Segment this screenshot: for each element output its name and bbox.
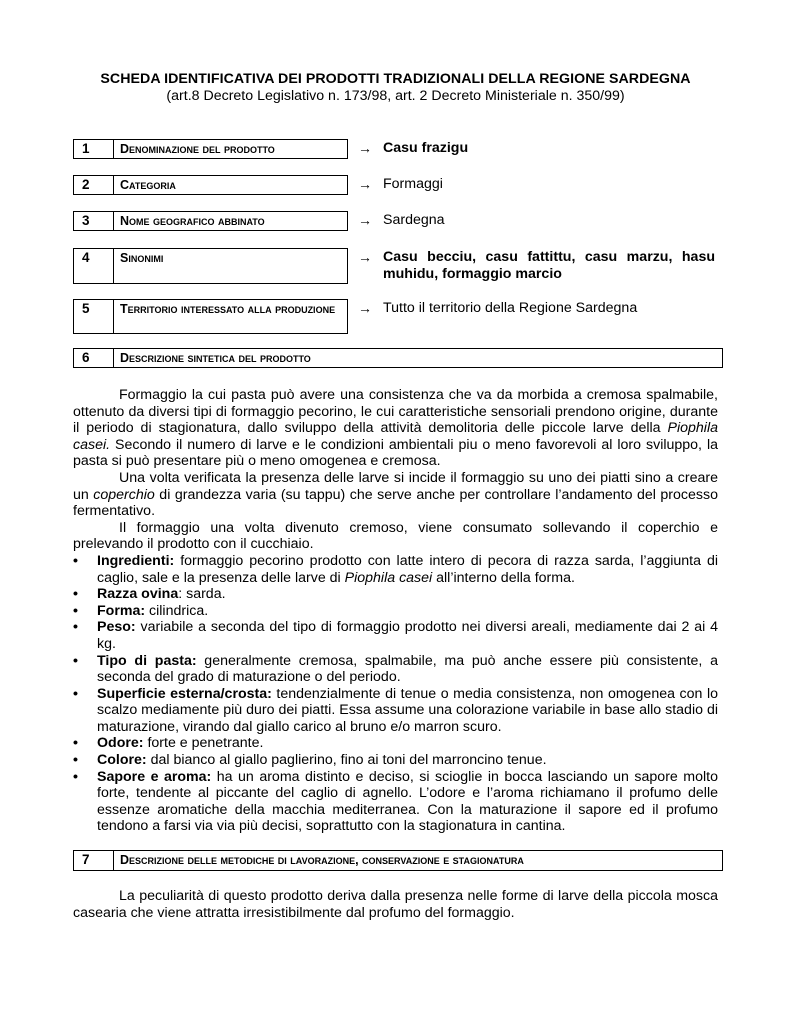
field-value-categoria: Formaggi <box>383 176 443 192</box>
field-label: Denominazione del prodotto <box>120 142 275 156</box>
bullet-icon: • <box>73 685 78 702</box>
field-number: 1 <box>74 140 114 158</box>
bullet-icon: • <box>73 552 78 569</box>
field-value-territorio: Tutto il territorio della Regione Sardegna <box>383 300 638 316</box>
field-value-sinonimi: Casu becciu, casu fattittu, casu marzu, hasu muhidu, formaggio marcio <box>383 249 715 282</box>
document-subtitle: (art.8 Decreto Legislativo n. 173/98, art. 2 Decreto Ministeriale n. 350/99) <box>166 88 625 104</box>
section-label: Descrizione sintetica del prodotto <box>120 351 311 365</box>
paragraph: Una volta verificata la presenza delle larve si incide il formaggio su uno dei piatti sino a creare un coperchio di grandezza varia (su tappu) che serve anche per controllare l’andamento del processo fermentativo. <box>73 469 718 520</box>
field-box-3 <box>73 211 348 231</box>
section-number: 7 <box>74 851 114 870</box>
list-item: • Razza ovina: sarda. <box>73 586 226 603</box>
field-number: 3 <box>74 212 114 230</box>
field-value-nome-geografico: Sardegna <box>383 212 445 228</box>
list-item: • Peso: variabile a seconda del tipo di formaggio prodotto nei diversi areali, mediamente dai 2 ai 4 kg. <box>73 619 718 652</box>
document-title: SCHEDA IDENTIFICATIVA DEI PRODOTTI TRADIZIONALI DELLA REGIONE SARDEGNA <box>100 71 691 87</box>
field-box-1 <box>73 139 348 159</box>
product-characteristics-list <box>73 553 718 835</box>
list-item: • Superficie esterna/crosta: tendenzialmente di tenue o media consistenza, non omogenea con lo scalzo mediamente più duro dei piatti. Essa assume una colorazione variabile in base allo stadio di maturazione, virando dal giallo carico al bruno e/o marron scuro. <box>73 685 718 735</box>
bullet-icon: • <box>73 619 78 636</box>
field-number: 5 <box>74 300 114 333</box>
bullet-icon: • <box>73 652 78 669</box>
bullet-icon: • <box>73 752 78 769</box>
section-7-header <box>73 850 723 871</box>
arrow-icon: → <box>358 212 372 228</box>
section-number: 6 <box>74 349 114 367</box>
list-item: • Odore: forte e penetrante. <box>73 735 264 752</box>
field-label: Categoria <box>120 178 176 192</box>
arrow-icon: → <box>358 249 372 265</box>
field-label: Sinonimi <box>120 251 164 265</box>
field-value-denominazione: Casu frazigu <box>383 140 469 156</box>
paragraph: Il formaggio una volta divenuto cremoso, viene consumato sollevando il coperchio e prelevando il prodotto con il cucchiaio. <box>73 519 718 553</box>
bullet-icon: • <box>73 768 78 785</box>
paragraph: La peculiarità di questo prodotto deriva dalla presenza nelle forme di larve della piccola mosca casearia che viene attratta irresistibilmente dal profumo del formaggio. <box>73 888 718 921</box>
bullet-icon: • <box>73 602 78 619</box>
arrow-icon: → <box>358 176 372 192</box>
list-item: • Tipo di pasta: generalmente cremosa, spalmabile, ma può anche essere più consistente, a seconda del grado di maturazione o del periodo. <box>73 652 718 686</box>
paragraph: Formaggio la cui pasta può avere una consistenza che va da morbida a cremosa spalmabile, ottenuto da diversi tipi di formaggio pecorino, le cui caratteristiche sensoriali prendono origine, durante il periodo di stagionatura, dallo sviluppo della attività demolitoria delle piccole larve della Piophila casei. Secondo il numero di larve e le condizioni ambientali piu o meno favorevoli al loro sviluppo, la pasta si può presentare più o meno omogenea e cremosa. <box>73 387 718 470</box>
arrow-icon: → <box>358 300 372 316</box>
field-box-5 <box>73 299 348 334</box>
list-item: • Forma: cilindrica. <box>73 602 209 619</box>
section-7-body <box>73 888 718 921</box>
field-box-2 <box>73 175 348 195</box>
list-item: • Colore: dal bianco al giallo paglierino, fino ai toni del marroncino tenue. <box>73 752 547 769</box>
field-label: Territorio interessato alla produzione <box>120 302 336 316</box>
section-label: Descrizione delle metodiche di lavorazione, conservazione e stagionatura <box>120 853 524 867</box>
list-item: • Sapore e aroma: ha un aroma distinto e deciso, si scioglie in bocca lasciando un sapore molto forte, tendente al piccante del caglio di agnello. L’odore e l’aroma richiamano il profumo delle essenze aromatiche della macchia mediterranea. Con la maturazione il sapore ed il profumo tendono a farsi via via più decisi, soprattutto con la stagionatura in cantina. <box>73 768 718 835</box>
field-number: 4 <box>74 249 114 283</box>
field-box-4 <box>73 248 348 284</box>
bullet-icon: • <box>73 586 78 603</box>
list-item: • Ingredienti: formaggio pecorino prodotto con latte intero di pecora di razza sarda, l’aggiunta di caglio, sale e la presenza delle larve di Piophila casei all’interno della forma. <box>73 552 718 586</box>
bullet-icon: • <box>73 735 78 752</box>
field-label: Nome geografico abbinato <box>120 214 265 228</box>
arrow-icon: → <box>358 140 372 156</box>
field-number: 2 <box>74 176 114 194</box>
section-6-header <box>73 348 723 368</box>
section-6-body <box>73 387 718 835</box>
